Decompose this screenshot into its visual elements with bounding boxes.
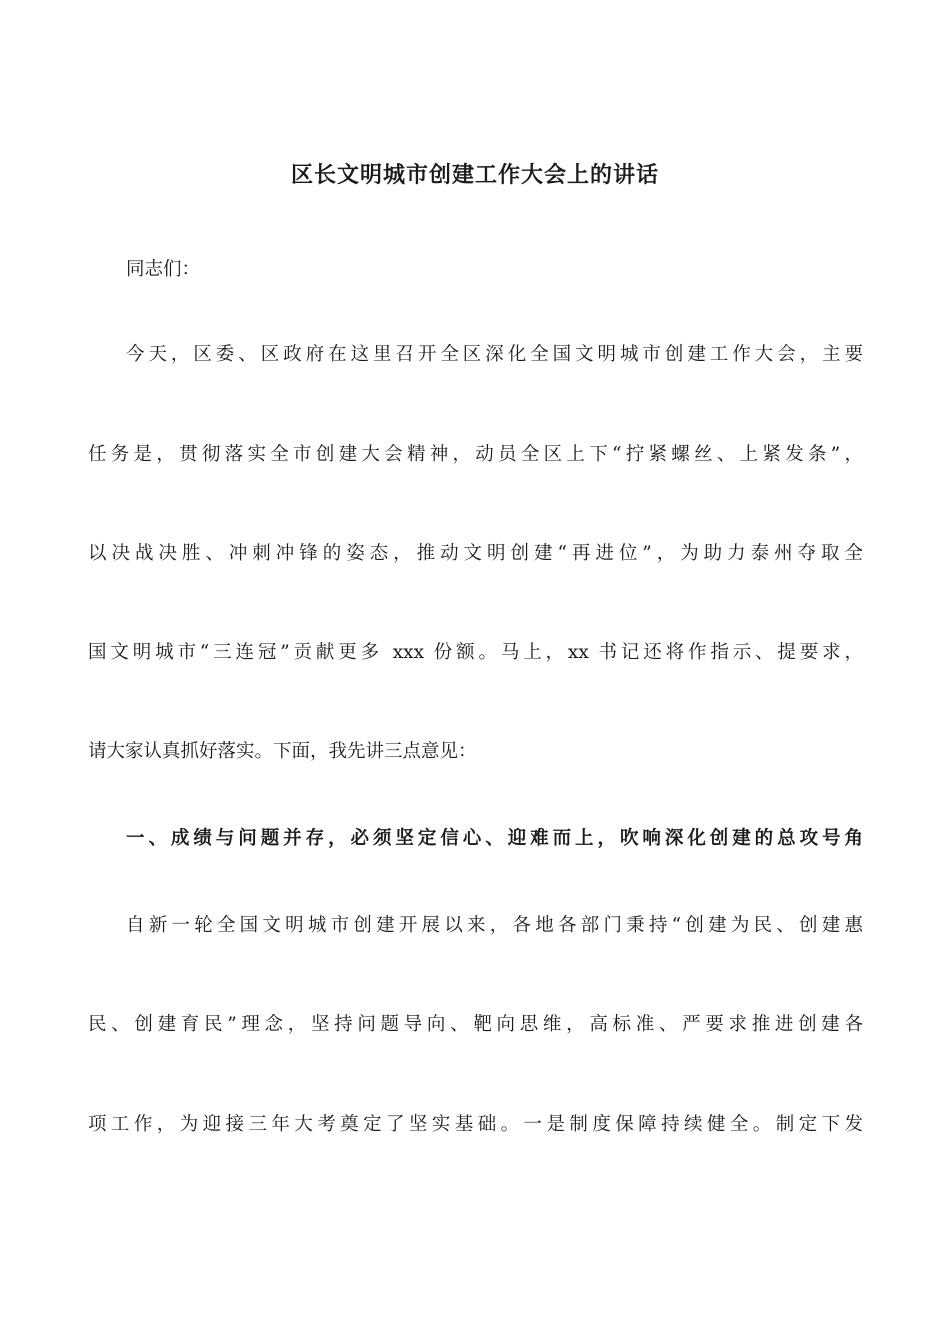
- paragraph-line: 国文明城市“三连冠”贡献更多 xxx 份额。马上，xx 书记还将作指示、提要求，: [88, 642, 863, 663]
- paragraph-line: 项工作，为迎接三年大考奠定了坚实基础。一是制度保障持续健全。制定下发: [88, 1114, 863, 1135]
- salutation: 同志们：: [126, 259, 201, 280]
- paragraph-line: 以决战决胜、冲刺冲锋的姿态，推动文明创建“再进位”，为助力泰州夺取全: [88, 543, 863, 564]
- section-heading: 一、成绩与问题并存，必须坚定信心、迎难而上，吹响深化创建的总攻号角: [126, 828, 863, 849]
- paragraph-line: 自新一轮全国文明城市创建开展以来，各地各部门秉持“创建为民、创建惠: [126, 915, 863, 936]
- paragraph-line: 今天，区委、区政府在这里召开全区深化全国文明城市创建工作大会，主要: [126, 344, 863, 365]
- paragraph-line: 民、创建育民”理念，坚持问题导向、靶向思维，高标准、严要求推进创建各: [88, 1014, 863, 1035]
- paragraph-line: 请大家认真抓好落实。下面，我先讲三点意见：: [88, 741, 477, 762]
- paragraph-line: 任务是，贯彻落实全市创建大会精神，动员全区上下“拧紧螺丝、上紧发条”，: [88, 444, 863, 465]
- document-title: 区长文明城市创建工作大会上的讲话: [290, 163, 659, 188]
